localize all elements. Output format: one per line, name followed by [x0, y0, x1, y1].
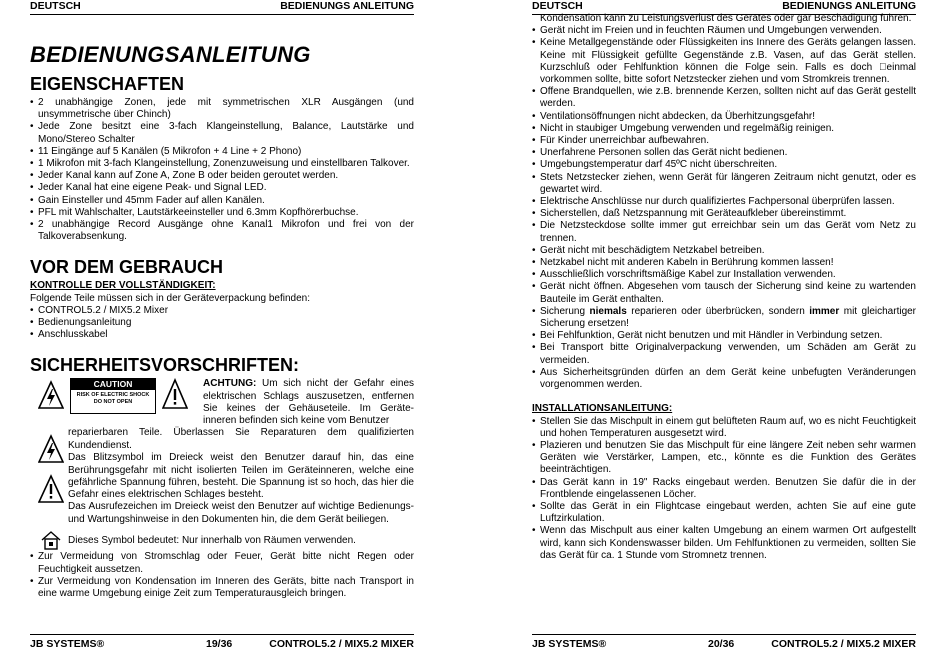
list-item: • Ventilationsöffnungen nicht abdecken, da Überhitzungsgefahr!	[532, 111, 916, 123]
list-item: • 2 unabhängige Zonen, jede mit symmetrischen XLR Ausgängen (und unsymmetrische über Chinch)	[30, 97, 414, 121]
list-item: • Jede Zone besitzt eine 3-fach Klangeinstellung, Balance, Lautstärke und Mono/Stereo Schalter	[30, 121, 414, 145]
caution-line-1: RISK OF ELECTRIC SHOCK	[76, 392, 150, 399]
list-item: • Gerät nicht öffnen. Abgesehen vom tausch der Sicherung sind keine zu wartenden Bauteile im Gerät enthalten.	[532, 281, 916, 305]
repair-text: reparierbaren Teile. Überlassen Sie Reparaturen dem qualifizierten Kundendienst.	[68, 427, 414, 451]
fuse-text-a: Sicherung	[540, 305, 590, 317]
list-item: • Netzkabel nicht mit anderen Kabeln in Berührung kommen lassen!	[532, 257, 916, 269]
list-item: • Das Gerät kann in 19" Racks eingebaut werden. Benutzen Sie dafür die in der Frontblende eingelassenen Löcher.	[532, 477, 916, 501]
footer-brand: JB SYSTEMS®	[532, 638, 607, 650]
list-item: • Für Kinder unerreichbar aufbewahren.	[532, 135, 916, 147]
right-body	[532, 13, 916, 562]
right-page	[532, 0, 916, 654]
list-item: • Plazieren und benutzen Sie das Mischpult für eine längere Zeit neben sehr warmen Geräten wie Verstärker, Lampen, etc., könnte es die Funktion des Gerätes beeinträchtigen.	[532, 440, 916, 477]
lightning-text: Das Blitzsymbol im Dreieck weist den Benutzer darauf hin, das eine Berührungsgefahr mit nicht isolierten Teilen im Geräteinneren, welche eine gefährliche Spannung führen, besteht. Die Spannung ist so hoch, das hier die Gefahr eines elektrischen Schlages besteht.	[68, 452, 414, 501]
indoor-use-icon	[40, 529, 62, 551]
list-item: • PFL mit Wahlschalter, Lautstärkeeinsteller und 6.3mm Kopfhörerbuchse.	[30, 207, 414, 219]
list-item: • Jeder Kanal hat eine eigene Peak- und Signal LED.	[30, 182, 414, 194]
safety-heading: SICHERHEITSVORSCHRIFTEN:	[30, 355, 300, 376]
list-item: • Gain Einsteller und 45mm Fader auf allen Kanälen.	[30, 195, 414, 207]
completeness-title: KONTROLLE DER VOLLSTÄNDIGKEIT:	[30, 280, 216, 292]
page-footer	[30, 634, 414, 653]
safety-list	[30, 551, 414, 600]
list-item: • Gerät nicht mit beschädigtem Netzkabel betreiben.	[532, 245, 916, 257]
list-item: • Umgebungstemperatur darf 45ºC nicht überschreiten.	[532, 159, 916, 171]
list-item: • CONTROL5.2 / MIX5.2 Mixer	[30, 305, 414, 317]
exclamation-text: Das Ausrufezeichen im Dreieck weist den Benutzer auf wichtige Bedienungs- und Wartungshinweise in den Dokumenten hin, die dem Gerät beiliegen.	[68, 501, 414, 525]
continued-text: Kondensation kann zu Leistungsverlust des Gerätes oder gar Beschädigung führen.	[540, 13, 912, 24]
list-item: • 11 Eingänge auf 5 Kanälen (5 Mikrofon + 4 Line + 2 Phono)	[30, 146, 414, 158]
exclamation-warning-icon	[38, 474, 64, 504]
installation-title: INSTALLATIONSANLEITUNG:	[532, 403, 673, 415]
attention-label: ACHTUNG:	[203, 378, 257, 390]
list-item: • Zur Vermeidung von Stromschlag oder Feuer, Gerät bitte nicht Regen oder Feuchtigkeit aussetzen.	[30, 551, 414, 575]
left-page	[30, 0, 414, 654]
features-heading: EIGENSCHAFTEN	[30, 74, 185, 94]
list-item: • Bei Transport bitte Originalverpackung verwenden, um Schäden am Gerät zu vermeiden.	[532, 342, 916, 366]
caution-label	[70, 378, 156, 414]
before-use-heading: VOR DEM GEBRAUCH	[30, 257, 224, 278]
indoor-text: Dieses Symbol bedeutet: Nur innerhalb von Räumen verwenden.	[68, 535, 356, 547]
lightning-warning-icon	[38, 380, 64, 410]
list-item: • Gerät nicht im Freien und in feuchten Räumen und Umgebungen verwenden.	[532, 25, 916, 37]
header-title: BEDIENUNGS ANLEITUNG	[782, 0, 916, 12]
safety-list-continued	[532, 25, 916, 391]
exclamation-warning-icon	[162, 378, 188, 410]
fuse-text-d: mit gleichartiger Sicherung ersetzen!	[540, 305, 917, 330]
list-item: • Offene Brandquellen, wie z.B. brennende Kerzen, sollten nicht auf das Gerät gestellt werden.	[532, 86, 916, 110]
list-item: • 2 unabhängige Record Ausgänge ohne Kanal1 Mikrofon und frei von der Talkoverabsenkung.	[30, 219, 414, 243]
footer-page-number: 20/36	[708, 638, 735, 650]
caution-title: CAUTION	[71, 379, 155, 390]
manual-title: BEDIENUNGSANLEITUNG	[30, 42, 311, 67]
footer-product: CONTROL5.2 / MIX5.2 MIXER	[269, 638, 414, 650]
caution-line-2: DO NOT OPEN	[93, 399, 133, 406]
list-item: • Stets Netzstecker ziehen, wenn Gerät für längeren Zeitraum nicht genutzt, oder es gewartet wird.	[532, 172, 916, 196]
list-item	[532, 306, 916, 330]
list-item: • Ausschließlich vorschriftsmäßige Kabel zur Installation verwenden.	[532, 269, 916, 281]
list-item: • Wenn das Mischpult aus einer kalten Umgebung an einem warmen Ort aufgestellt wird, kann sich Kondenswasser bilden. Um Fehlfunktionen zu vermeiden, sollten Sie das Gerät für ca. 1 Stunde vom Stromnetz trennen.	[532, 525, 916, 562]
footer-product: CONTROL5.2 / MIX5.2 MIXER	[771, 638, 916, 650]
page-header	[30, 0, 414, 15]
list-item: • Anschlusskabel	[30, 329, 414, 341]
indoor-row	[30, 535, 414, 551]
header-title: BEDIENUNGS ANLEITUNG	[280, 0, 414, 12]
list-item: • Bei Fehlfunktion, Gerät nicht benutzen und mit Händler in Verbindung setzen.	[532, 330, 916, 342]
list-item: • Stellen Sie das Mischpult in einem gut belüfteten Raum auf, wo es nicht Feuchtigkeit und hohen Temperaturen ausgesetzt wird.	[532, 416, 916, 440]
list-item: • Unerfahrene Personen sollen das Gerät nicht bedienen.	[532, 147, 916, 159]
list-item: • Keine Metallgegenstände oder Flüssigkeiten ins Innere des Geräts gelangen lassen. Keine mit Flüssigkeit gefüllte Gegenstände z.B. Vasen, auf das Gerät stellen. Kurzschluß oder Fehlfunktion können die Folge sein. Falls es doch  einmal vorkommen sollte, bitte sofort Netzstecker ziehen und vom Stromkreis trennen.	[532, 37, 916, 86]
list-item: • Sicherstellen, daß Netzspannung mit Geräteaufkleber übereinstimmt.	[532, 208, 916, 220]
installation-list	[532, 416, 916, 562]
left-body	[30, 14, 414, 600]
header-language: DEUTSCH	[30, 0, 81, 12]
fuse-always: immer	[809, 305, 840, 317]
lightning-warning-icon	[38, 434, 64, 464]
list-item: • Nicht in staubiger Umgebung verwenden und regelmäßig reinigen.	[532, 123, 916, 135]
list-item: • Elektrische Anschlüsse nur durch qualifiziertes Fachpersonal überprüfen lassen.	[532, 196, 916, 208]
page-footer	[532, 634, 916, 653]
header-language: DEUTSCH	[532, 0, 583, 12]
attention-body: Um sich nicht der Gefahr eines elektrischen Schlags auszusetzen, entfernen Sie keines der Gehäuseteile. Im Geräte-inneren befinden sich keine vom Benutzer	[203, 378, 415, 427]
safety-block	[30, 378, 414, 535]
list-item: • 1 Mikrofon mit 3-fach Klangeinstellung, Zonenzuweisung und einstellbaren Talkover.	[30, 158, 414, 170]
list-item: • Zur Vermeidung von Kondensation im Inneren des Geräts, bitte nach Transport in eine warme Umgebung einige Zeit zum Temperaturausgleich bringen.	[30, 576, 414, 600]
list-item: • Die Netzsteckdose sollte immer gut erreichbar sein um das Gerät vom Netz zu trennen.	[532, 220, 916, 244]
fuse-text-c: reparieren oder überbrücken, sondern	[626, 305, 810, 317]
list-item: • Sollte das Gerät in ein Flightcase eingebaut werden, achten Sie auf eine gute Luftzirkulation.	[532, 501, 916, 525]
list-item: • Jeder Kanal kann auf Zone A, Zone B oder beiden geroutet werden.	[30, 170, 414, 182]
attention-text	[203, 378, 414, 427]
footer-brand: JB SYSTEMS®	[30, 638, 105, 650]
list-item: • Bedienungsanleitung	[30, 317, 414, 329]
footer-page-number: 19/36	[206, 638, 233, 650]
features-list	[30, 97, 414, 243]
list-item: • Aus Sicherheitsgründen dürfen an dem Gerät keine unbefugten Veränderungen vorgenommen werden.	[532, 367, 916, 391]
fuse-never: niemals	[589, 305, 627, 317]
package-list	[30, 305, 414, 342]
completeness-intro: Folgende Teile müssen sich in der Geräteverpackung befinden:	[30, 292, 310, 304]
